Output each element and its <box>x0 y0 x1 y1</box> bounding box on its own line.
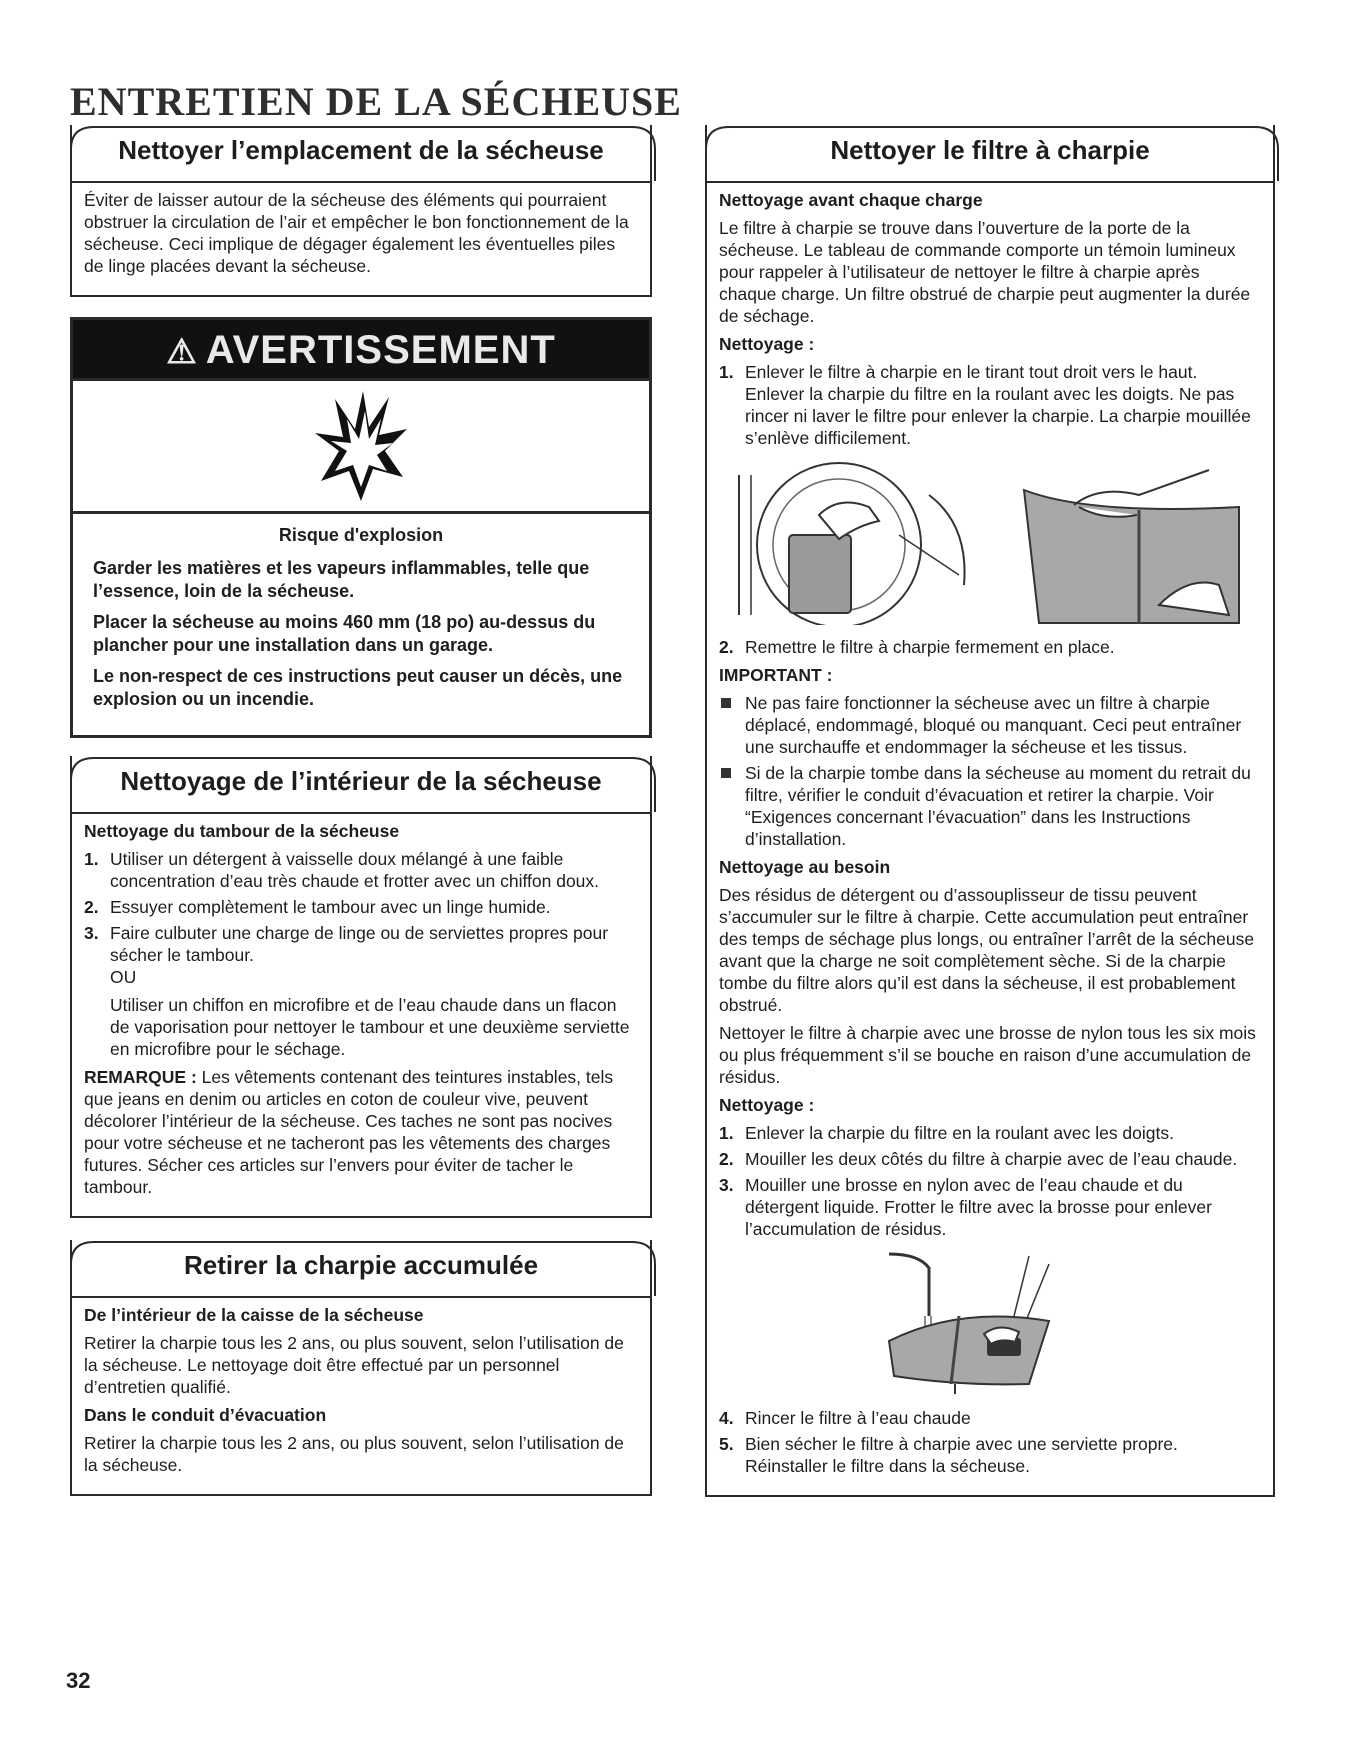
paragraph: Retirer la charpie tous les 2 ans, ou plus souvent, selon l’utilisation de la sécheuse. <box>84 1433 624 1475</box>
subheading: Dans le conduit d’évacuation <box>84 1405 327 1425</box>
subheading: Nettoyage : <box>719 334 815 354</box>
paragraph: Éviter de laisser autour de la sécheuse des éléments qui pourraient obstruer la circulation de l’air et empêcher le bon fonctionnement de la sécheuse. Ceci implique de dégager également les éventuelles piles de linge placées devant la sécheuse. <box>84 190 629 276</box>
list-item: 5. Bien sécher le filtre à charpie avec une serviette propre. Réinstaller le filtre dans la sécheuse. <box>719 1434 1178 1476</box>
important-list <box>719 692 1261 850</box>
note-label: REMARQUE : <box>84 1067 197 1087</box>
lint-filter-removal-illustration <box>719 455 1261 630</box>
subheading: Nettoyage du tambour de la sécheuse <box>84 821 400 841</box>
subheading: Nettoyage avant chaque charge <box>719 190 983 210</box>
note: REMARQUE : Les vêtements contenant des teintures instables, tels que jeans en denim ou articles en coton de couleur vive, peuvent décolorer l’intérieur de la sécheuse. Ces taches ne sont pas nocives pour votre sécheuse et ne tacheront pas les vêtements des charges futures. Sécher ces articles sur l’envers pour éviter de tacher le tambour. <box>84 1067 614 1197</box>
page-title: ENTRETIEN DE LA SÉCHEUSE <box>70 79 682 124</box>
section-filtre <box>705 125 1275 1497</box>
paragraph: Le filtre à charpie se trouve dans l’ouverture de la porte de la sécheuse. Le tableau de commande comporte un témoin lumineux pour rappeler à l’utilisateur de nettoyer le filtre à charpie après chaque charge. Un filtre obstrué de charpie peut augmenter la durée de séchage. <box>719 218 1251 326</box>
subheading: Nettoyage : <box>719 1095 815 1115</box>
warning-line: Placer la sécheuse au moins 460 mm (18 po) au-dessus du plancher pour une installation dans un garage. <box>93 612 596 655</box>
list-item: Ne pas faire fonctionner la sécheuse avec un filtre à charpie déplacé, endommagé, bloqué ou manquant. Ceci peut entraîner une surchauffe et endommager la sécheuse et les tissus. <box>719 692 1261 758</box>
subheading: De l’intérieur de la caisse de la sécheuse <box>84 1305 424 1325</box>
steps-list <box>719 636 1261 658</box>
paragraph: Nettoyer le filtre à charpie avec une brosse de nylon tous les six mois ou plus fréquemment s’il se bouche en raison d’une accumulation de résidus. <box>719 1023 1256 1087</box>
list-item: 1. Utiliser un détergent à vaisselle doux mélangé à une faible concentration d’eau très chaude et frotter avec un chiffon doux. <box>84 849 600 891</box>
section-interieur <box>70 756 652 1218</box>
steps-list <box>719 1407 1261 1477</box>
alternative-text: Utiliser un chiffon en microfibre et de l’eau chaude dans un flacon de vaporisation pour nettoyer le tambour et une deuxième serviette en microfibre pour le séchage. <box>110 995 630 1059</box>
section-title: Nettoyer l’emplacement de la sécheuse <box>118 135 604 165</box>
filter-rinsing-illustration <box>719 1246 1261 1401</box>
steps-list <box>719 361 1261 449</box>
or-label: OU <box>110 967 137 987</box>
warning-box <box>70 317 652 738</box>
list-item: 3. Mouiller une brosse en nylon avec de l’eau chaude et du détergent liquide. Frotter le filtre avec la brosse pour enlever l’accumulation de résidus. <box>719 1175 1212 1239</box>
important-label: IMPORTANT : <box>719 665 833 685</box>
warning-triangle-icon: ⚠ <box>166 333 198 371</box>
list-item: 2. Essuyer complètement le tambour avec un linge humide. <box>84 897 551 917</box>
hazard-title: Risque d'explosion <box>278 525 444 545</box>
warning-banner <box>73 320 649 381</box>
paragraph: Des résidus de détergent ou d’assouplisseur de tissu peuvent s’accumuler sur le filtre à charpie. Cette accumulation peut entraîner des temps de séchage plus longs, ou entraîner l’arrêt de la sécheuse avant que la charge ne soit complètement sèche. Si de la charpie tombe du filtre alors qu’il est dans la sécheuse, il est probablement obstrué. <box>719 885 1255 1015</box>
section-title: Nettoyer le filtre à charpie <box>830 135 1150 165</box>
warning-label: AVERTISSEMENT <box>205 328 556 372</box>
left-column <box>70 125 652 1496</box>
right-column <box>705 125 1275 1497</box>
warning-line: Le non-respect de ces instructions peut causer un décès, une explosion ou un incendie. <box>93 666 623 709</box>
list-item: 3. Faire culbuter une charge de linge ou de serviettes propres pour sécher le tambour. OU Utiliser un chiffon en microfibre et de l’eau chaude dans un flacon de vaporisation pour nettoyer le tambour et une deuxième serviette en microfibre pour le séchage. <box>84 922 638 1060</box>
explosion-icon <box>313 389 409 503</box>
section-charpie-accumulee <box>70 1240 652 1496</box>
list-item: 2. Mouiller les deux côtés du filtre à charpie avec de l’eau chaude. <box>719 1149 1238 1169</box>
list-item: 1. Enlever le filtre à charpie en le tirant tout droit vers le haut. Enlever la charpie du filtre en la roulant avec les doigts. Ne pas rincer ni laver le filtre pour enlever la charpie. La charpie mouillée s’enlève difficilement. <box>719 362 1251 448</box>
warning-line: Garder les matières et les vapeurs inflammables, telle que l’essence, loin de la sécheuse. <box>93 558 590 601</box>
list-item: 1. Enlever la charpie du filtre en la roulant avec les doigts. <box>719 1123 1174 1143</box>
list-item: Si de la charpie tombe dans la sécheuse au moment du retrait du filtre, vérifier le conduit d’évacuation et retirer la charpie. Voir “Exigences concernant l’évacuation” dans les Instructions d’installation. <box>719 762 1261 850</box>
page-number: 32 <box>66 1668 91 1693</box>
paragraph: Retirer la charpie tous les 2 ans, ou plus souvent, selon l’utilisation de la sécheuse. Le nettoyage doit être effectué par un personnel d’entretien qualifié. <box>84 1333 624 1397</box>
list-item: 2. Remettre le filtre à charpie fermement en place. <box>719 637 1115 657</box>
steps-list <box>84 848 638 1060</box>
subheading: Nettoyage au besoin <box>719 857 891 877</box>
section-emplacement <box>70 125 652 297</box>
section-title: Retirer la charpie accumulée <box>183 1250 539 1280</box>
steps-list <box>719 1122 1261 1240</box>
list-item: 4. Rincer le filtre à l’eau chaude <box>719 1408 971 1428</box>
section-title: Nettoyage de l’intérieur de la sécheuse <box>120 766 602 796</box>
